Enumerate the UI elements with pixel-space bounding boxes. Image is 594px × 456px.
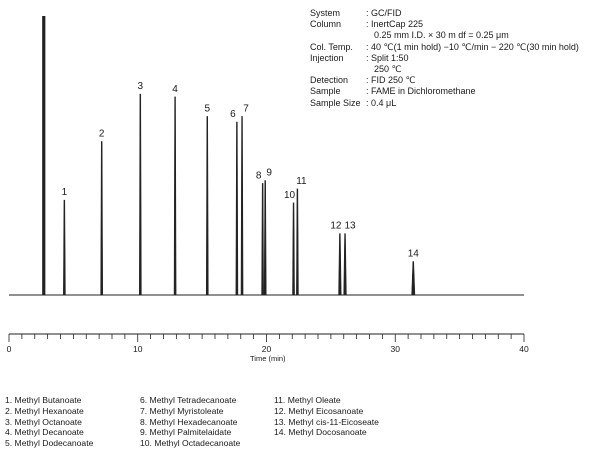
peak-label-5: 5 [204, 103, 211, 115]
peak-label-13: 13 [344, 220, 356, 232]
legend-column-1 [5, 395, 93, 449]
legend-entry: 14. Methyl Docosanoate [274, 427, 367, 438]
peak-label-11: 11 [296, 175, 307, 187]
legend-entry: 1. Methyl Butanoate [5, 395, 82, 405]
peak-label-4: 4 [172, 83, 178, 95]
x-tick-label: 20 [261, 344, 272, 354]
peak-label-1: 1 [61, 187, 68, 199]
time-axis [7, 334, 529, 354]
peak-label-6: 6 [230, 109, 236, 121]
condition-label: System [310, 8, 341, 18]
peak-label-2: 2 [98, 128, 105, 140]
peak-5 [206, 116, 208, 295]
peak-3 [139, 94, 141, 295]
condition-value: : 40 ℃(1 min hold) −10 ℃/min − 220 ℃(30 min hold) [366, 41, 579, 52]
condition-label: Col. Temp. [310, 41, 353, 52]
legend-entry: 2. Methyl Hexanoate [5, 405, 84, 416]
peak-12 [339, 234, 342, 295]
condition-value: : 0.4 μL [366, 97, 397, 108]
condition-label [310, 64, 366, 75]
legend-entry: 4. Methyl Decanoate [5, 427, 84, 438]
condition-value: : FAME in Dichloromethane [366, 86, 476, 97]
condition-value: 250 ℃ [374, 64, 402, 75]
legend-column-3 [274, 395, 379, 438]
condition-row [310, 30, 579, 41]
condition-value: : GC/FID [366, 8, 402, 18]
legend-entry: 6. Methyl Tetradecanoate [140, 395, 237, 405]
condition-value: 0.25 mm I.D. × 30 m df = 0.25 μm [374, 30, 509, 41]
peak-label-14: 14 [407, 248, 419, 260]
condition-label: Sample Size [310, 97, 361, 108]
peak-10 [293, 203, 295, 295]
peak-14 [412, 262, 415, 295]
legend-entry: 9. Methyl Palmitelaidate [140, 427, 232, 438]
condition-row [310, 64, 579, 75]
peak-13 [344, 234, 347, 295]
condition-row [310, 98, 579, 109]
conditions-panel [310, 8, 579, 109]
legend-entry: 11. Methyl Oleate [274, 395, 341, 405]
peak-label-10: 10 [283, 189, 296, 201]
condition-row [310, 53, 579, 64]
peak-1 [63, 200, 65, 295]
condition-value: : Split 1:50 [366, 52, 409, 63]
condition-label: Detection [310, 75, 349, 86]
condition-label: Injection [310, 52, 344, 63]
x-tick-label: 40 [519, 344, 529, 354]
legend-entry: 8. Methyl Hexadecanoate [140, 416, 238, 427]
condition-row [310, 19, 579, 30]
peak-4 [174, 97, 176, 295]
condition-label: Column [310, 19, 342, 30]
condition-row [310, 86, 579, 97]
condition-row [310, 75, 579, 86]
legend-column-2 [140, 395, 240, 449]
legend-entry: 10. Methyl Octadecanoate [140, 438, 241, 449]
legend-entry: 3. Methyl Octanoate [5, 416, 82, 427]
peak-label-7: 7 [243, 103, 249, 115]
legend-entry: 13. Methyl cis-11-Eicoseate [274, 416, 379, 427]
peak-9 [264, 181, 266, 295]
x-tick-label: 10 [133, 344, 143, 354]
condition-label: Sample [310, 86, 341, 97]
condition-row [310, 42, 579, 53]
legend-entry: 5. Methyl Dodecanoate [5, 438, 94, 449]
legend-entry: 7. Methyl Myristoleate [140, 405, 224, 416]
peak-8 [262, 183, 264, 295]
peak-label-9: 9 [266, 167, 272, 179]
peak-11 [296, 189, 298, 295]
condition-value: : FID 250 ℃ [366, 75, 416, 86]
condition-row [310, 8, 579, 19]
peak-2 [101, 142, 103, 295]
legend-entry: 12. Methyl Eicosanoate [274, 405, 364, 416]
x-tick-label: 0 [6, 344, 12, 354]
x-axis-title: Time (min) [250, 354, 286, 363]
peak-6 [236, 122, 238, 295]
peak-label-3: 3 [137, 81, 144, 93]
peak-label-12: 12 [330, 220, 342, 232]
x-tick-label: 30 [390, 344, 400, 354]
peak-label-8: 8 [255, 170, 262, 182]
peak-7 [241, 116, 243, 295]
solvent-peak [42, 16, 45, 295]
condition-value: : InertCap 225 [366, 19, 424, 30]
condition-label [310, 30, 366, 41]
